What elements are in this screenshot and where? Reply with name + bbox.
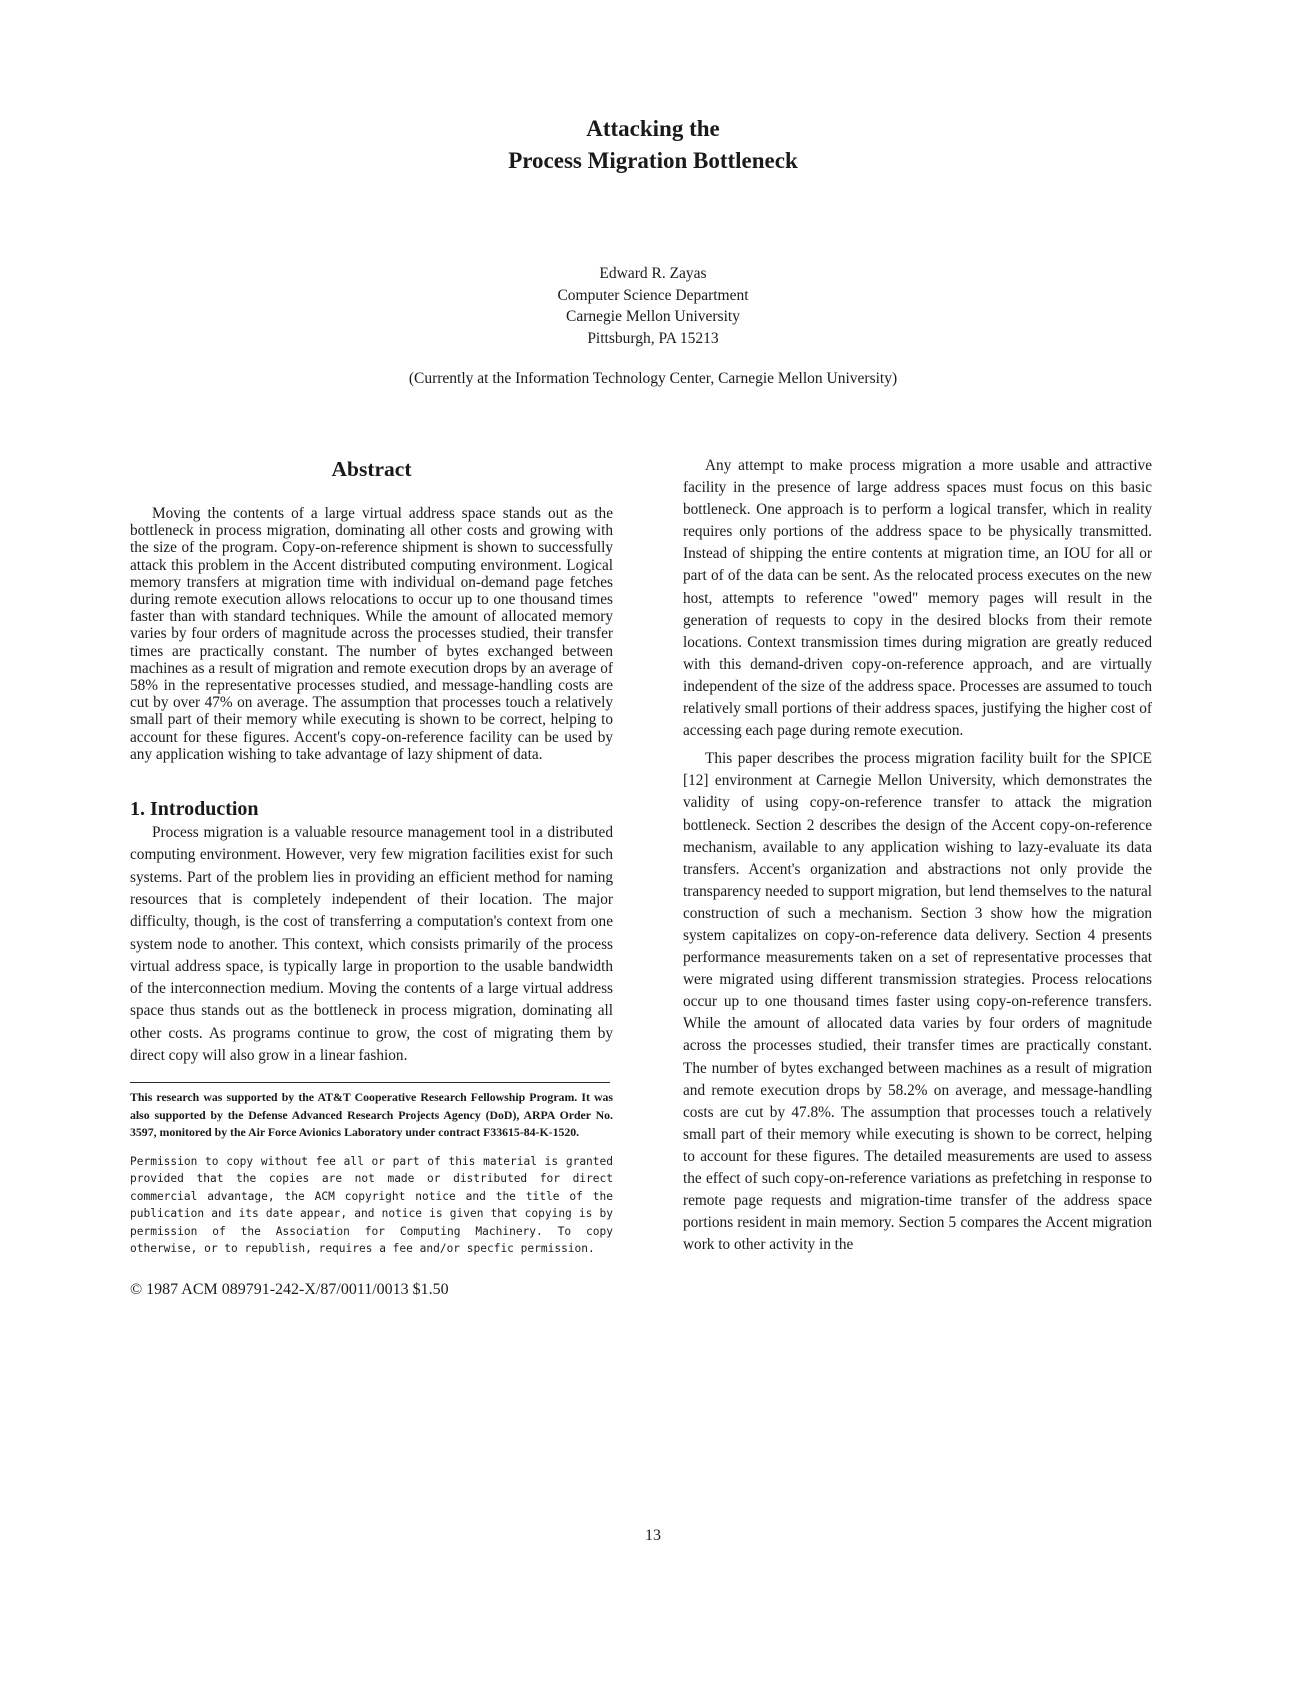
paper-title [0,113,1306,177]
right-paragraph-2: This paper describes the process migration facility built for the SPICE [12] environment at Carnegie Mellon University, which demonstrates the validity of using copy-on-reference transfer to attack the migration bottleneck. Section 2 describes the design of the Accent copy-on-reference mechanism, available to any application wishing to lazy-evaluate its data transfers. Accent's organization and abstractions not only provide the transparency needed to support migration, but lend themselves to the natural construction of such a mechanism. Section 3 show how the migration system capitalizes on copy-on-reference data delivery. Section 4 presents performance measurements taken on a set of representative processes that were migrated using different transmission strategies. Process relocations occur up to one thousand times faster using copy-on-reference transfers. While the amount of allocated data varies by four orders of magnitude across the processes studied, their transfer times are practically constant. The number of bytes exchanged between machines as a result of migration and remote execution drops by 58.2% on average, and message-handling costs are cut by 47.8%. The assumption that processes touch a relatively small part of their memory while executing is shown to be correct, helping to account for these figures. The detailed measurements are used to assess the effect of such copy-on-reference variations as prefetching in response to remote page requests and migration-time transfer of the address space portions resident in main memory. Section 5 compares the Accent migration work to other activity in the [683,750,1152,1254]
permission-notice: Permission to copy without fee all or part of this material is granted provided that the copies are not made or distributed for direct commercial advantage, the ACM copyright notice and the title of the publication and its date appear, and notice is given that copying is by permission of the Association for Computing Machinery. To copy otherwise, or to republish, requires a fee and/or specfic permission. [130,1154,613,1256]
title-line-1: Attacking the [586,116,720,141]
footnote-text: This research was supported by the AT&T Cooperative Research Fellowship Program. It was also supported by the Defense Advanced Research Projects Agency (DoD), ARPA Order No. 3597, monitored by the Air Force Avionics Laboratory under contract F33615-84-K-1520. [130,1090,613,1139]
page-number: 13 [645,1527,661,1544]
footnote-divider [130,1082,610,1083]
left-column [130,455,613,1300]
abstract-heading: Abstract [331,457,412,481]
title-line-2: Process Migration Bottleneck [508,148,798,173]
introduction-text: Process migration is a valuable resource management tool in a distributed computing environment. However, very few migration facilities exist for such systems. Part of the problem lies in providing an efficient method for naming resources that is completely independent of their location. The major difficulty, though, is the cost of transferring a computation's context from one system node to another. This context, which consists primarily of the process virtual address space, is typically large in proportion to the usable bandwidth of the interconnection medium. Moving the contents of a large virtual address space thus stands out as the bottleneck in process migration, dominating all other costs. As programs continue to grow, the cost of migrating them by direct copy will also grow in a linear fashion. [130,824,613,1065]
abstract-text: Moving the contents of a large virtual address space stands out as the bottleneck in process migration, dominating all other costs and growing with the size of the program. Copy-on-reference shipment is shown to successfully attack this problem in the Accent distributed computing environment. Logical memory transfers at migration time with individual on-demand page fetches during remote execution allows relocations to occur up to one thousand times faster than with standard techniques. While the amount of allocated memory varies by four orders of magnitude across the processes studied, their transfer times are practically constant. The number of bytes exchanged between machines as a result of migration and remote execution drops by an average of 58% in the representative processes studied, and message-handling costs are cut by over 47% on average. The assumption that processes touch a relatively small part of their memory while executing is shown to be correct, helping to account for these figures. Accent's copy-on-reference facility can be used by any application wishing to take advantage of lazy shipment of data. [130,505,613,763]
right-paragraph-1: Any attempt to make process migration a more usable and attractive facility in the presence of large address spaces must focus on this basic bottleneck. One approach is to perform a logical transfer, which in reality requires only portions of the address space to be physically transmitted. Instead of shipping the entire contents at migration time, an IOU for all or part of of the data can be sent. As the relocated process executes on the new host, attempts to reference "owed" memory pages will result in the generation of requests to copy in the desired blocks from their remote locations. Context transmission times during migration are greatly reduced with this demand-driven copy-on-reference approach, and are virtually independent of the size of the address space. Processes are assumed to touch relatively small portions of their address spaces, justifying the higher cost of accessing each page during remote execution. [683,457,1152,740]
author-department: Computer Science Department [557,286,749,304]
copyright-line: © 1987 ACM 089791-242-X/87/0011/0013 $1.50 [130,1280,449,1298]
right-column [683,455,1152,1262]
affiliation-note: (Currently at the Information Technology Center, Carnegie Mellon University) [408,370,898,387]
author-address: Pittsburgh, PA 15213 [587,329,719,347]
author-block [0,263,1306,349]
introduction-heading: 1. Introduction [130,798,259,821]
author-university: Carnegie Mellon University [566,308,740,325]
author-name: Edward R. Zayas [599,265,707,282]
